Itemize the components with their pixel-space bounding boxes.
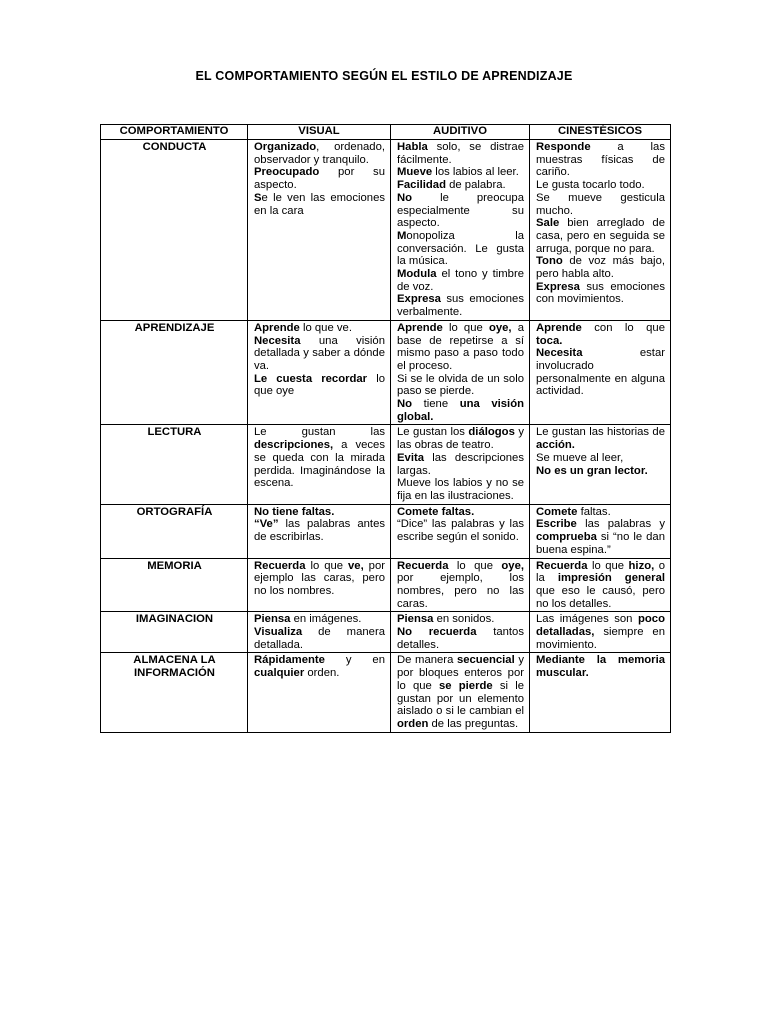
table-row xyxy=(101,320,671,425)
text-run: lo que oye xyxy=(254,372,385,398)
table-row xyxy=(101,558,671,612)
text-run: y por bloques enteros por lo que xyxy=(397,654,524,692)
cell-paragraph xyxy=(254,166,385,191)
text-run: por su aspecto. xyxy=(254,166,385,192)
bold-text: Piensa xyxy=(397,613,434,626)
cell-paragraph xyxy=(254,518,385,543)
cell-paragraph xyxy=(254,560,385,598)
text-run: de las preguntas. xyxy=(428,717,519,730)
text-run: lo que xyxy=(442,321,489,334)
bold-text: Recuerda xyxy=(254,559,306,572)
cell-cinestesicos xyxy=(530,140,671,321)
bold-text: Expresa xyxy=(397,293,441,306)
bold-text: No tiene faltas. xyxy=(254,505,335,518)
cell-paragraph xyxy=(536,141,665,179)
cell-cinestesicos xyxy=(530,558,671,612)
table-body xyxy=(101,140,671,733)
bold-text: No xyxy=(397,191,413,204)
text-run: Mueve los labios y no se fija en las ilustraciones. xyxy=(397,477,524,502)
cell-paragraph xyxy=(397,426,524,451)
bold-text: M xyxy=(397,229,407,242)
text-run: Se mueve al leer, xyxy=(536,451,624,464)
cell-visual xyxy=(248,653,391,732)
text-run: faltas. xyxy=(577,505,611,518)
text-run: Le gustan los xyxy=(397,426,469,439)
cell-paragraph xyxy=(397,322,524,373)
text-run: las descripciones largas. xyxy=(397,451,524,477)
bold-text: descripciones, xyxy=(254,439,334,452)
cell-paragraph xyxy=(536,192,665,217)
cell-paragraph xyxy=(254,506,385,519)
text-run: e le ven las emociones en la cara xyxy=(254,191,385,217)
bold-text: Comete xyxy=(536,505,578,518)
text-run: lo que xyxy=(587,559,629,572)
text-run: el tono y timbre de voz. xyxy=(397,268,524,293)
bold-text: Aprende xyxy=(536,321,582,334)
cell-paragraph xyxy=(397,477,524,502)
cell-paragraph xyxy=(254,373,385,398)
text-run: siempre en movimiento. xyxy=(536,626,665,651)
header-visual: VISUAL xyxy=(248,125,391,140)
cell-paragraph xyxy=(397,179,524,192)
bold-text: Mueve xyxy=(397,166,433,179)
cell-cinestesicos xyxy=(530,504,671,558)
cell-paragraph xyxy=(536,560,665,611)
bold-text: diálogos xyxy=(468,426,515,439)
cell-paragraph xyxy=(397,452,524,477)
text-run: y las obras de teatro. xyxy=(397,426,524,452)
text-run: le preocupa especialmente su aspecto. xyxy=(397,191,524,230)
bold-text: hizo, xyxy=(628,559,655,572)
text-run: si le gustan por un elemento aislado o si le cambian el xyxy=(397,679,524,718)
bold-text: Evita xyxy=(397,451,425,464)
text-run: y en xyxy=(324,654,385,667)
text-run: sus emociones verbalmente. xyxy=(397,293,524,319)
text-run: lo que ve. xyxy=(299,321,352,334)
row-label: APRENDIZAJE xyxy=(101,320,248,425)
text-run: una visión detallada y saber a dónde va. xyxy=(254,334,385,372)
bold-text: cualquier xyxy=(254,667,305,680)
cell-visual xyxy=(248,504,391,558)
text-run: Las imágenes son xyxy=(536,613,638,626)
cell-paragraph xyxy=(254,654,385,679)
text-run: por ejemplo, los nombres, pero no las caras. xyxy=(397,572,524,610)
cell-paragraph xyxy=(254,426,385,490)
text-run: de manera detallada. xyxy=(254,626,385,651)
bold-text: Rápidamente xyxy=(254,654,325,667)
text-run: por ejemplo las caras, pero no los nombres. xyxy=(254,559,385,597)
bold-text: comprueba xyxy=(536,531,597,544)
bold-text: No xyxy=(397,398,413,411)
bold-text: Visualiza xyxy=(254,626,303,639)
table-row xyxy=(101,612,671,653)
text-run: onopoliza la conversación. Le gusta la música. xyxy=(397,229,524,268)
bold-text: Necesita xyxy=(254,334,301,347)
cell-paragraph xyxy=(536,217,665,255)
cell-paragraph xyxy=(536,255,665,280)
header-comportamiento: COMPORTAMIENTO xyxy=(101,125,248,140)
bold-text: “Ve” xyxy=(254,518,279,531)
cell-paragraph xyxy=(397,626,524,651)
cell-paragraph xyxy=(397,518,524,543)
cell-paragraph xyxy=(254,322,385,335)
bold-text: Sale xyxy=(536,217,560,230)
text-run: que eso le causó, pero no los detalles. xyxy=(536,584,665,610)
cell-auditivo xyxy=(391,425,530,504)
row-label: ALMACENA LA INFORMACIÓN xyxy=(101,653,248,732)
cell-visual xyxy=(248,612,391,653)
cell-paragraph xyxy=(397,654,524,730)
text-run: a veces se queda con la mirada perdida. Imaginándose la escena. xyxy=(254,439,385,490)
cell-paragraph xyxy=(397,613,524,626)
row-label: IMAGINACION xyxy=(101,612,248,653)
document-title: EL COMPORTAMIENTO SEGÚN EL ESTILO DE APRENDIZAJE xyxy=(195,69,573,83)
cell-paragraph xyxy=(536,281,665,306)
header-cinestesicos: CINESTÉSICOS xyxy=(530,125,671,140)
cell-paragraph xyxy=(254,613,385,626)
cell-paragraph xyxy=(536,613,665,651)
cell-auditivo xyxy=(391,612,530,653)
cell-paragraph xyxy=(397,192,524,230)
cell-paragraph xyxy=(397,398,524,423)
text-run: bien arreglado de casa, pero en seguida se arruga, porque no para. xyxy=(536,217,665,255)
text-run: sus emociones con movimientos. xyxy=(536,280,665,306)
cell-paragraph xyxy=(254,141,385,166)
bold-text: Tono xyxy=(536,255,563,268)
table-header-row xyxy=(101,125,671,140)
text-run: en imágenes. xyxy=(290,613,362,626)
bold-text: acción. xyxy=(536,439,575,452)
table-row xyxy=(101,653,671,732)
cell-paragraph xyxy=(536,654,665,679)
bold-text: No recuerda xyxy=(397,626,477,639)
bold-text: Responde xyxy=(536,141,591,153)
bold-text: una visión global. xyxy=(397,398,524,423)
cell-paragraph xyxy=(536,452,665,465)
cell-auditivo xyxy=(391,653,530,732)
bold-text: oye, xyxy=(488,321,512,334)
bold-text: ve, xyxy=(348,559,364,572)
cell-cinestesicos xyxy=(530,653,671,732)
text-run: los labios al leer. xyxy=(432,166,519,179)
bold-text: Habla xyxy=(397,141,428,153)
bold-text: Escribe xyxy=(536,518,577,531)
bold-text: poco detalladas, xyxy=(536,613,665,639)
bold-text: Modula xyxy=(397,268,437,281)
cell-paragraph xyxy=(397,373,524,398)
text-run: si “no le dan buena espina.” xyxy=(536,531,665,556)
bold-text: Recuerda xyxy=(536,559,588,572)
text-run: estar involucrado personalmente en alguna actividad. xyxy=(536,347,665,398)
bold-text: toca. xyxy=(536,334,563,347)
text-run: orden. xyxy=(304,667,340,680)
cell-visual xyxy=(248,140,391,321)
text-run: de palabra. xyxy=(445,179,506,192)
bold-text: Le cuesta recordar xyxy=(254,372,368,385)
text-run: tiene xyxy=(412,398,460,411)
cell-paragraph xyxy=(536,426,665,451)
cell-paragraph xyxy=(536,518,665,556)
bold-text: Mediante la memoria muscular. xyxy=(536,654,665,680)
text-run: de voz más bajo, pero habla alto. xyxy=(536,255,665,281)
cell-paragraph xyxy=(397,506,524,519)
cell-paragraph xyxy=(254,626,385,651)
text-run: lo que xyxy=(448,559,502,572)
table-row xyxy=(101,504,671,558)
cell-visual xyxy=(248,425,391,504)
cell-paragraph xyxy=(397,141,524,166)
text-run: Si se le olvida de un solo paso se pierde. xyxy=(397,372,524,398)
bold-text: orden xyxy=(397,717,429,730)
cell-paragraph xyxy=(397,230,524,268)
text-run: “Dice” las palabras y las escribe según el sonido. xyxy=(397,518,524,544)
cell-auditivo xyxy=(391,140,530,321)
text-run: o la xyxy=(536,559,666,585)
cell-cinestesicos xyxy=(530,320,671,425)
cell-paragraph xyxy=(397,166,524,179)
bold-text: impresión general xyxy=(557,572,665,585)
cell-auditivo xyxy=(391,558,530,612)
bold-text: Recuerda xyxy=(397,559,449,572)
cell-paragraph xyxy=(397,560,524,611)
cell-paragraph xyxy=(254,192,385,217)
text-run: a las muestras físicas de cariño. xyxy=(536,141,665,179)
cell-visual xyxy=(248,320,391,425)
bold-text: Piensa xyxy=(254,613,291,626)
learning-styles-table xyxy=(100,124,671,733)
text-run: lo que xyxy=(305,559,348,572)
text-run: a base de repetirse a sí mismo paso a paso todo el proceso. xyxy=(397,321,525,372)
table-row xyxy=(101,425,671,504)
text-run: tantos detalles. xyxy=(397,626,524,651)
bold-text: Preocupado xyxy=(254,166,320,179)
cell-auditivo xyxy=(391,320,530,425)
text-run: en sonidos. xyxy=(433,613,495,626)
cell-visual xyxy=(248,558,391,612)
header-auditivo: AUDITIVO xyxy=(391,125,530,140)
cell-paragraph xyxy=(397,293,524,318)
row-label: LECTURA xyxy=(101,425,248,504)
bold-text: oye, xyxy=(501,559,524,572)
cell-paragraph xyxy=(536,322,665,347)
text-run: Le gustan las historias de xyxy=(536,426,665,439)
text-run: Se mueve gesticula mucho. xyxy=(536,191,665,217)
cell-paragraph xyxy=(536,179,665,192)
cell-paragraph xyxy=(254,335,385,373)
bold-text: secuencial xyxy=(456,654,515,667)
cell-paragraph xyxy=(397,268,524,293)
text-run: Le gustan las xyxy=(254,426,385,439)
cell-cinestesicos xyxy=(530,612,671,653)
text-run: De manera xyxy=(397,654,457,667)
bold-text: se pierde xyxy=(439,679,493,692)
cell-paragraph xyxy=(536,506,665,519)
text-run: Le gusta tocarlo todo. xyxy=(536,179,645,192)
bold-text: Comete faltas. xyxy=(397,505,475,518)
row-label: CONDUCTA xyxy=(101,140,248,321)
table-row xyxy=(101,140,671,321)
row-label: MEMORIA xyxy=(101,558,248,612)
text-run: con lo que xyxy=(581,321,665,334)
bold-text: Organizado xyxy=(254,141,317,153)
row-label: ORTOGRAFÍA xyxy=(101,504,248,558)
cell-paragraph xyxy=(536,465,665,478)
text-run: , ordenado, observador y tranquilo. xyxy=(254,141,385,166)
bold-text: No es un gran lector. xyxy=(536,464,648,477)
bold-text: Aprende xyxy=(397,321,443,334)
bold-text: Expresa xyxy=(536,280,580,293)
bold-text: Necesita xyxy=(536,347,583,360)
cell-paragraph xyxy=(536,347,665,398)
cell-auditivo xyxy=(391,504,530,558)
bold-text: Facilidad xyxy=(397,179,446,192)
bold-text: Aprende xyxy=(254,321,300,334)
text-run: solo, se distrae fácilmente. xyxy=(397,141,524,166)
text-run: las palabras y xyxy=(576,518,665,531)
text-run: las palabras antes de escribirlas. xyxy=(254,518,385,544)
cell-cinestesicos xyxy=(530,425,671,504)
bold-text: S xyxy=(254,191,262,204)
